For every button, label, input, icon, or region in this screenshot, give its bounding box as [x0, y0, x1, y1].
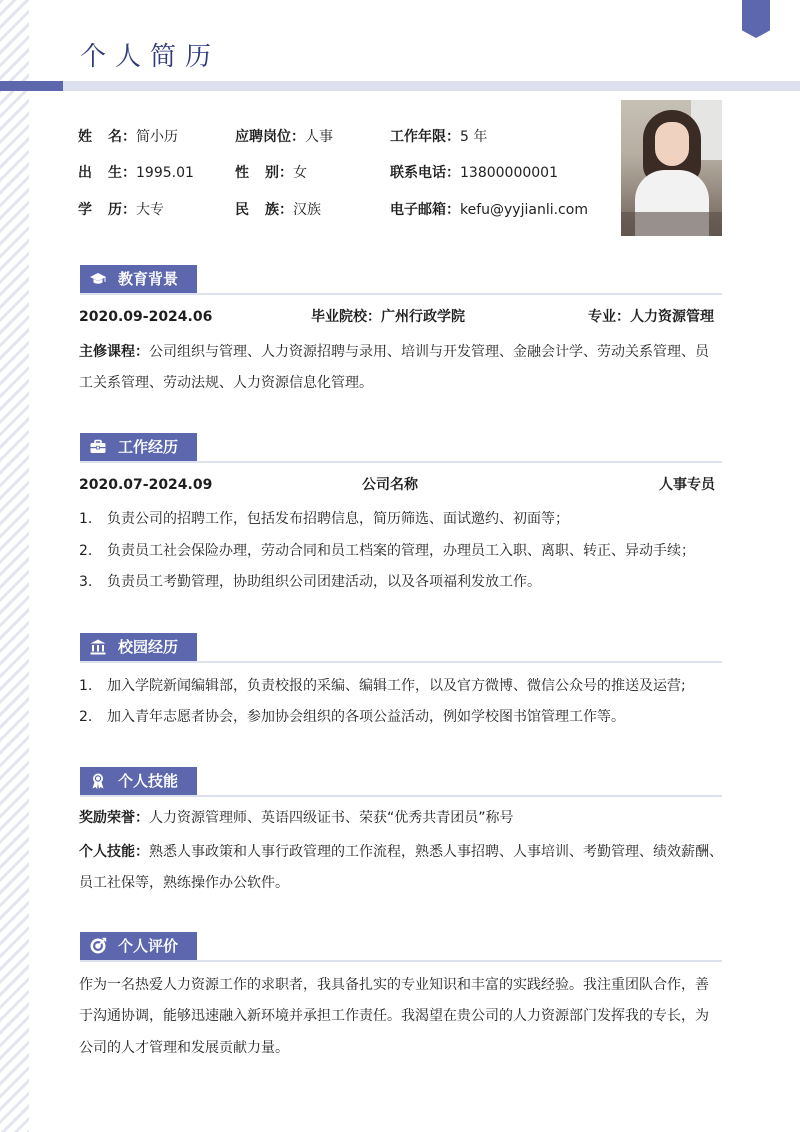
section-divider	[80, 661, 722, 663]
graduation-cap-icon	[89, 270, 107, 288]
years-label: 工作年限	[390, 129, 446, 145]
courses-text-1: 公司组织与管理、人力资源招聘与录用、培训与开发管理、金融会计学、劳动关系管理、员	[149, 344, 709, 360]
birth-label: 出 生	[78, 165, 122, 181]
list-item: 2. 负责员工社会保险办理，劳动合同和员工档案的管理，办理员工入职、离职、转正、异动手续；	[79, 543, 695, 559]
email-label: 电子邮箱	[390, 202, 446, 218]
position-value: 人事	[305, 129, 333, 145]
ethnicity-value: 汉族	[293, 202, 321, 218]
evaluation-line-2: 于沟通协调，能够迅速融入新环境并承担工作责任。我渴望在贵公司的人力资源部门发挥我的专长，为	[79, 1008, 709, 1024]
phone-value: 13800000001	[460, 165, 558, 181]
education-major: 专业：人力资源管理	[588, 309, 714, 325]
name-value: 简小历	[136, 129, 178, 145]
education-label: 学 历	[78, 202, 122, 218]
honors-label: 奖励荣誉：	[79, 810, 149, 826]
list-item: 3. 负责员工考勤管理，协助组织公司团建活动，以及各项福利发放工作。	[79, 574, 541, 590]
courses-text-2: 工关系管理、劳动法规、人力资源信息化管理。	[79, 375, 373, 391]
decorative-stripe	[0, 0, 29, 1132]
work-role: 人事专员	[659, 477, 715, 493]
name-label: 姓 名	[78, 129, 122, 145]
title-underline	[63, 81, 800, 91]
section-title: 工作经历	[118, 438, 179, 456]
years-value: 5 年	[460, 129, 488, 145]
gender-value: 女	[293, 165, 307, 181]
courses-line-1	[79, 342, 709, 362]
email-value: kefu@yyjianli.com	[460, 202, 588, 218]
gender-label: 性 别	[235, 165, 279, 181]
section-title: 个人技能	[118, 772, 179, 790]
section-tab	[80, 767, 197, 795]
evaluation-line-3: 公司的人才管理和发展贡献力量。	[79, 1040, 289, 1056]
education-period: 2020.09-2024.06	[79, 309, 213, 325]
briefcase-icon	[89, 438, 107, 456]
section-title: 校园经历	[118, 638, 179, 656]
courses-label: 主修课程：	[79, 344, 149, 360]
section-title: 个人评价	[118, 937, 179, 955]
award-ribbon-icon	[89, 772, 107, 790]
section-divider	[80, 960, 722, 962]
institution-icon	[89, 638, 107, 656]
honors-text: 人力资源管理师、英语四级证书、荣获“优秀共青团员”称号	[149, 810, 514, 826]
education-value: 大专	[136, 202, 164, 218]
list-item: 1. 负责公司的招聘工作，包括发布招聘信息，简历筛选、面试邀约、初面等；	[79, 511, 569, 527]
title-underline-accent	[0, 81, 63, 91]
section-tab	[80, 433, 197, 461]
section-divider	[80, 795, 722, 797]
education-school: 毕业院校：广州行政学院	[311, 309, 465, 325]
section-title: 教育背景	[118, 270, 179, 288]
section-tab	[80, 633, 197, 661]
bookmark-ribbon	[742, 0, 770, 38]
ethnicity-label: 民 族	[235, 202, 279, 218]
skills-text-1: 熟悉人事政策和人事行政管理的工作流程，熟悉人事招聘、人事培训、考勤管理、绩效薪酬、	[149, 844, 723, 860]
section-divider	[80, 293, 722, 295]
honors-line	[79, 808, 514, 828]
birth-value: 1995.01	[136, 165, 194, 181]
target-icon	[89, 937, 107, 955]
position-label: 应聘岗位	[235, 129, 291, 145]
work-company: 公司名称	[362, 477, 418, 493]
page-title: 个人简历	[80, 42, 221, 72]
list-item: 1. 加入学院新闻编辑部，负责校报的采编、编辑工作，以及官方微博、微信公众号的推送及运营;	[79, 678, 686, 694]
section-divider	[80, 461, 722, 463]
work-period: 2020.07-2024.09	[79, 477, 213, 493]
list-item: 2. 加入青年志愿者协会，参加协会组织的各项公益活动，例如学校图书馆管理工作等。	[79, 709, 625, 725]
skills-label: 个人技能：	[79, 844, 149, 860]
skills-text-2: 员工社保等，熟练操作办公软件。	[79, 875, 289, 891]
phone-label: 联系电话	[390, 165, 446, 181]
section-tab	[80, 932, 197, 960]
skills-line-1	[79, 842, 723, 862]
profile-photo	[621, 100, 722, 236]
evaluation-line-1: 作为一名热爱人力资源工作的求职者，我具备扎实的专业知识和丰富的实践经验。我注重团队合作，善	[79, 977, 709, 993]
section-tab	[80, 265, 197, 293]
